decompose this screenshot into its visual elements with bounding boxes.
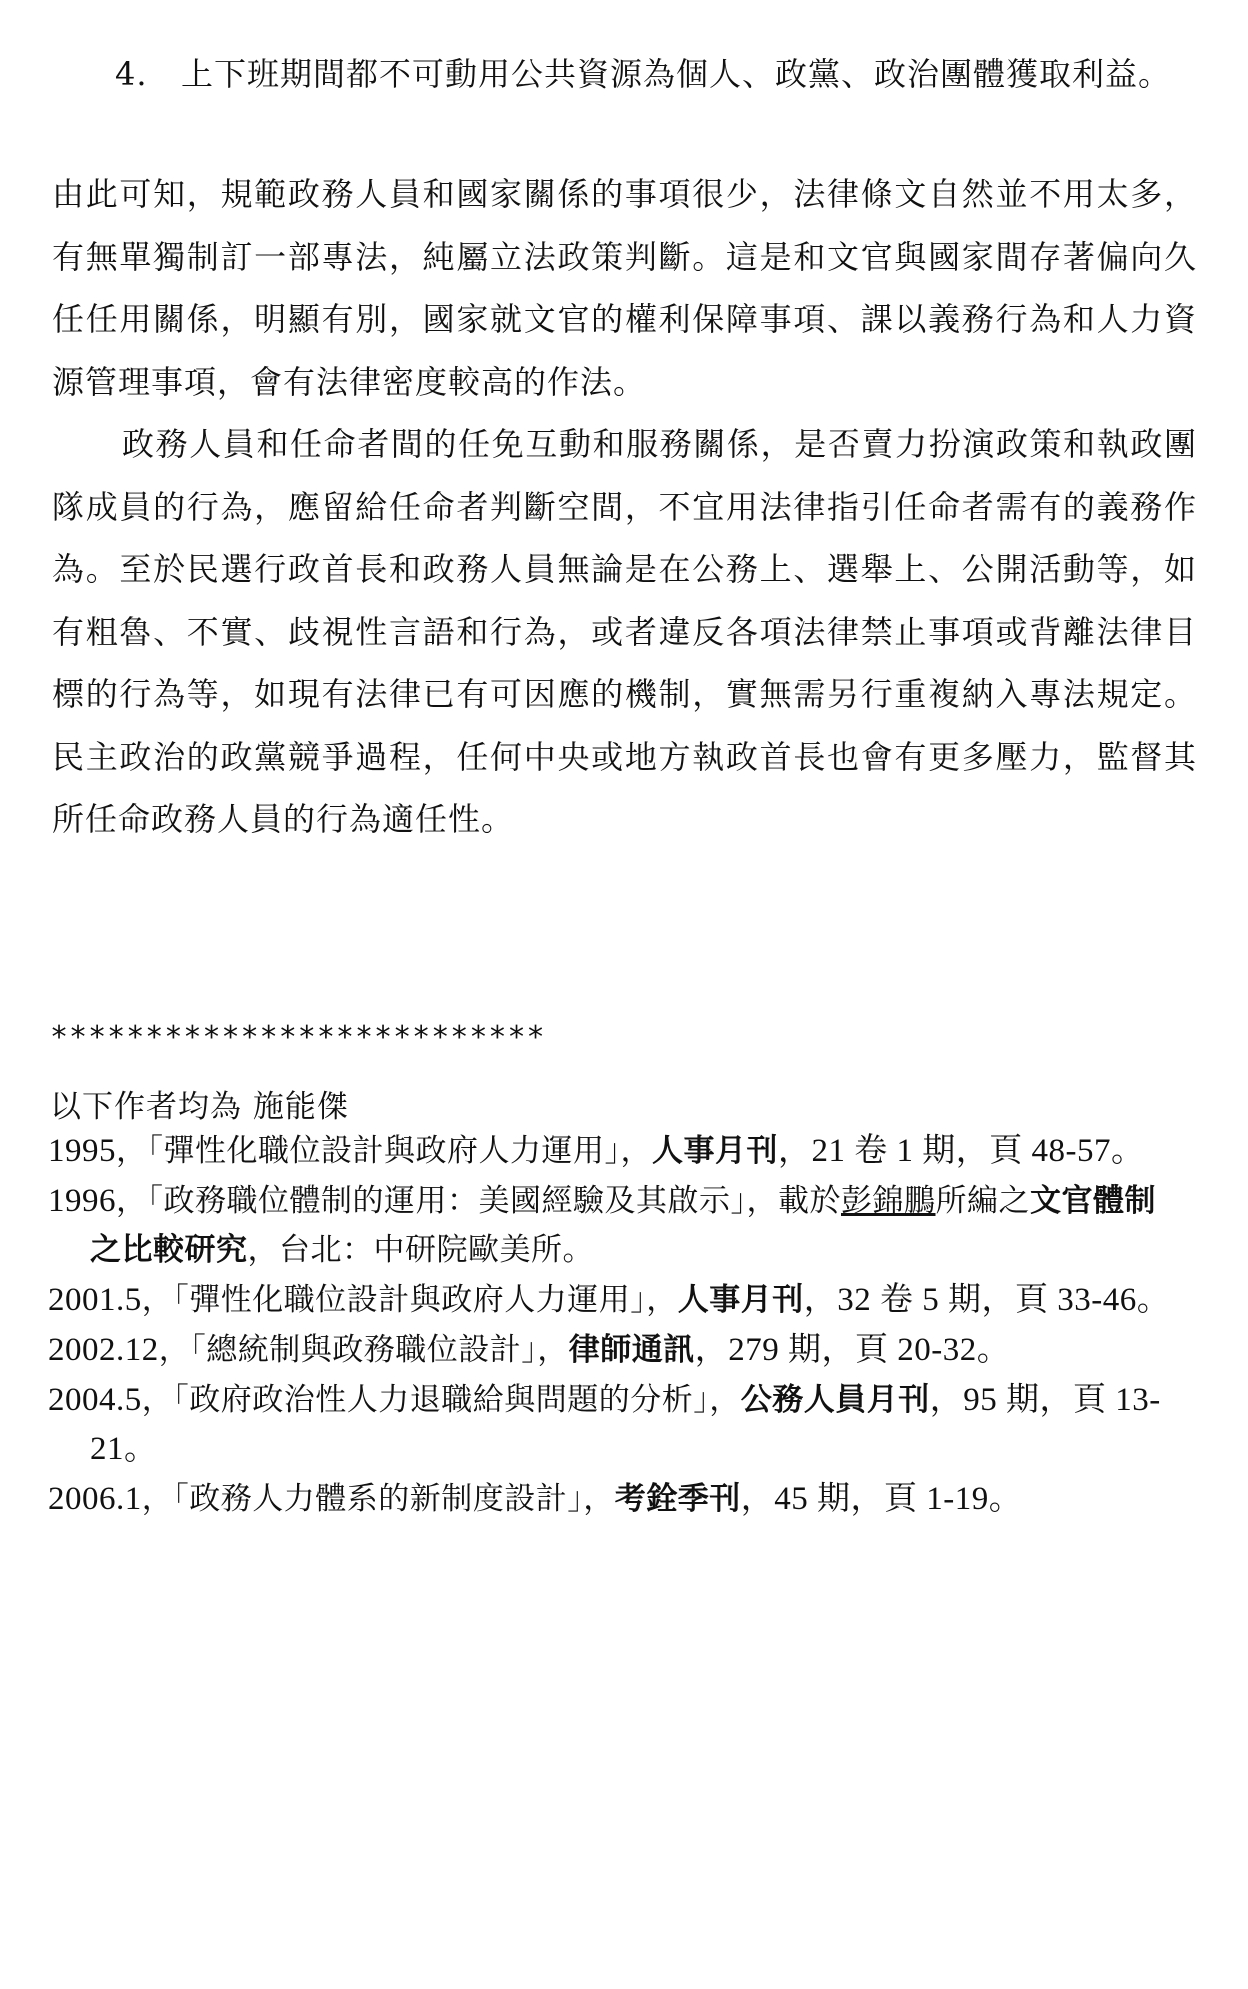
reference-details: ，台北：中研院歐美所。 <box>247 1232 594 1268</box>
reference-title: ，「彈性化職位設計與政府人力運用」， <box>116 1133 652 1169</box>
reference-details: ，45 期，頁 1-19。 <box>740 1481 1023 1517</box>
reference-editor-suffix: 所編之 <box>935 1183 1030 1219</box>
reference-title: ，「政務人力體系的新制度設計」， <box>141 1481 615 1517</box>
reference-year: 2006.1 <box>48 1481 142 1517</box>
reference-details: ，279 期，頁 20-32。 <box>694 1332 1011 1368</box>
reference-journal: 人事月刊 <box>652 1133 778 1169</box>
reference-details: ，32 卷 5 期，頁 33-46。 <box>803 1282 1171 1318</box>
authors-line: 以下作者均為 施能傑 <box>50 1089 349 1125</box>
reference-list <box>48 1127 1178 1525</box>
list-item-number: 4. <box>115 55 148 93</box>
reference-journal: 律師通訊 <box>568 1332 695 1368</box>
reference-title: ，「政務職位體制的運用：美國經驗及其啟示」，載於 <box>116 1183 841 1219</box>
reference-entry <box>48 1326 1178 1375</box>
reference-entry <box>48 1127 1178 1176</box>
reference-year: 2001.5 <box>48 1282 142 1318</box>
reference-journal: 人事月刊 <box>677 1282 804 1318</box>
reference-title: ，「彈性化職位設計與政府人力運用」， <box>141 1282 678 1318</box>
reference-details: ，21 卷 1 期，頁 48-57。 <box>778 1133 1145 1169</box>
section-divider: ************************** <box>50 1020 546 1055</box>
reference-entry <box>48 1475 1178 1524</box>
reference-journal: 考銓季刊 <box>614 1481 741 1517</box>
list-item-text: 上下班期間都不可動用公共資源為個人、政黨、政治團體獲取利益。 <box>181 55 1172 93</box>
reference-entry <box>48 1276 1178 1325</box>
body-paragraph: 由此可知，規範政務人員和國家關係的事項很少，法律條文自然並不用太多，有無單獨制訂一部專法，純屬立法政策判斷。這是和文官與國家間存著偏向久任任用關係，明顯有別，國家就文官的權利保障事項、課以義務行為和人力資源管理事項，會有法律密度較高的作法。 <box>52 175 1197 401</box>
reference-journal: 公務人員月刊 <box>740 1382 930 1418</box>
reference-details: ，95 期，頁 13-21。 <box>90 1382 1161 1467</box>
reference-year: 1996 <box>48 1183 116 1219</box>
reference-entry <box>48 1177 1178 1275</box>
reference-title: ，「政府政治性人力退職給與問題的分析」， <box>141 1382 741 1418</box>
reference-title: ，「總統制與政務職位設計」， <box>158 1332 569 1368</box>
reference-year: 2004.5 <box>48 1382 142 1418</box>
body-paragraph: 政務人員和任命者間的任免互動和服務關係，是否賣力扮演政策和執政團隊成員的行為，應留給任命者判斷空間，不宜用法律指引任命者需有的義務作為。至於民選行政首長和政務人員無論是在公務上、選舉上、公開活動等，如有粗魯、不實、歧視性言語和行為，或者違反各項法律禁止事項或背離法律目標的行為等，如現有法律已有可因應的機制，實無需另行重複納入專法規定。民主政治的政黨競爭過程，任何中央或地方執政首長也會有更多壓力，監督其所任命政務人員的行為適任性。 <box>52 425 1197 838</box>
reference-book: 文官體制之比較研究 <box>90 1183 1156 1268</box>
reference-year: 2002.12 <box>48 1332 159 1368</box>
reference-editor: 彭錦鵬 <box>841 1183 936 1219</box>
reference-entry <box>48 1376 1178 1474</box>
reference-year: 1995 <box>48 1133 116 1169</box>
